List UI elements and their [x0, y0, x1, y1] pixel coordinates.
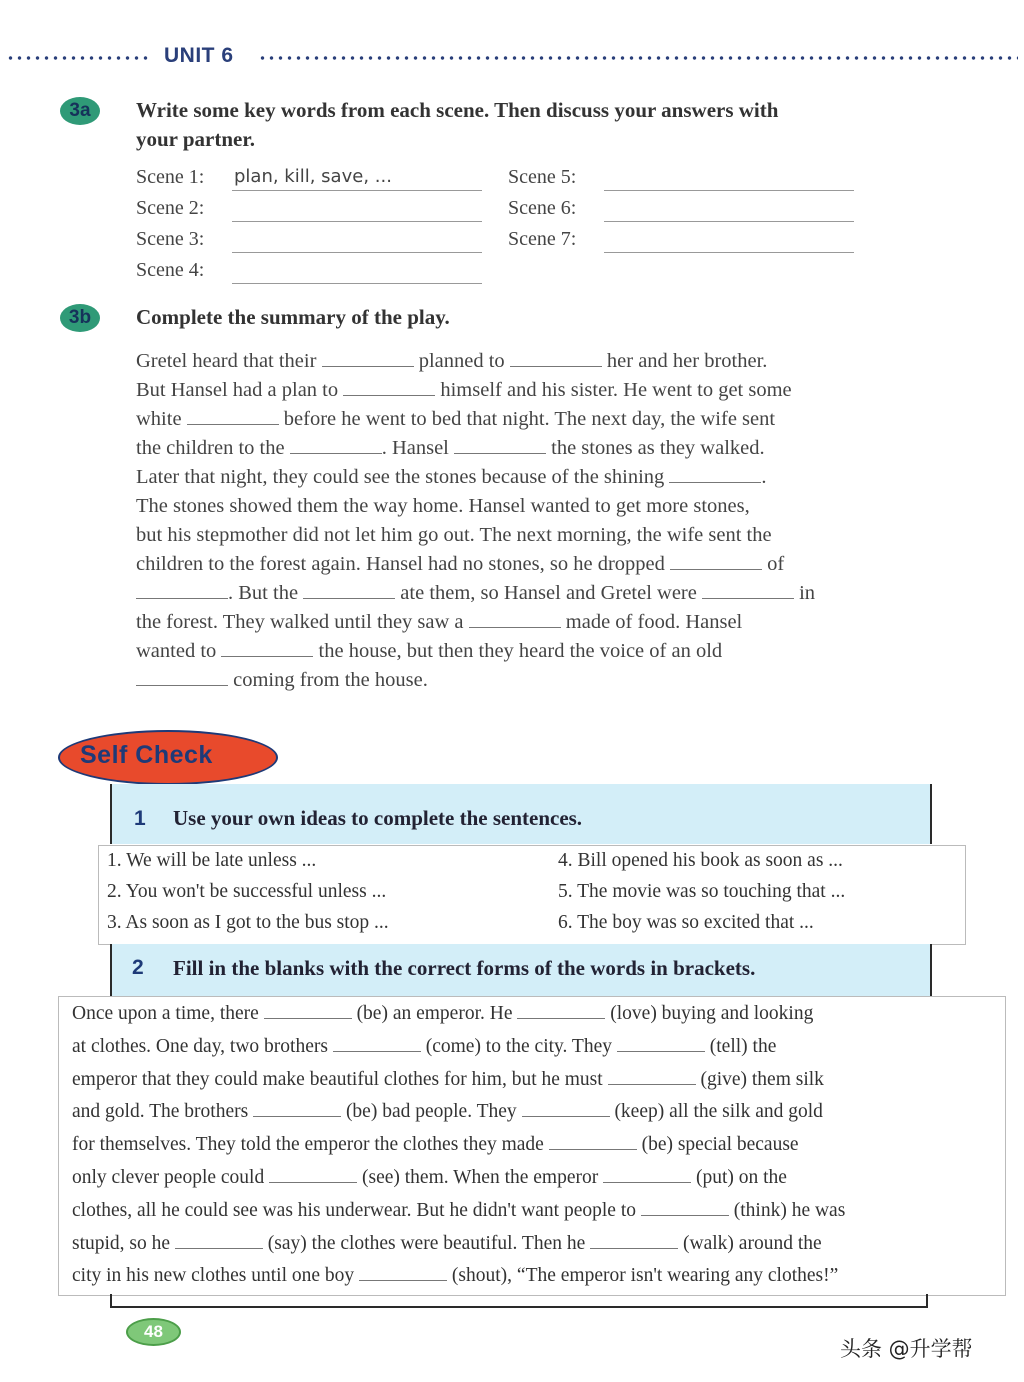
scene-1-answer[interactable]: plan, kill, save, ... [232, 166, 482, 191]
text-segment: stupid, so he [72, 1232, 175, 1254]
text-line [72, 1195, 1002, 1228]
story-blank[interactable] [359, 1263, 447, 1281]
summary-blank[interactable] [702, 580, 794, 599]
text-segment: But Hansel had a plan to [136, 379, 344, 401]
text-segment: (tell) the [704, 1035, 777, 1057]
exercise-3a-instruction [136, 96, 778, 154]
summary-blank[interactable] [670, 551, 762, 570]
scene-6-answer[interactable] [604, 197, 854, 222]
scene-3-answer[interactable] [232, 228, 482, 253]
summary-blank[interactable] [454, 435, 546, 454]
text-segment: (be) an emperor. He [351, 1003, 518, 1024]
scene-5-label: Scene 5: [508, 166, 577, 188]
scene-2-answer[interactable] [232, 197, 482, 222]
story-blank[interactable] [253, 1099, 341, 1117]
text-line [72, 1228, 1002, 1261]
scene-2-label: Scene 2: [136, 197, 205, 219]
text-segment: (say) the clothes were beautiful. Then he [262, 1232, 591, 1254]
text-segment: (be) special because [636, 1134, 799, 1156]
text-line [136, 637, 976, 666]
text-line [136, 463, 976, 492]
watermark: 头条 @升学帮 [840, 1337, 973, 1361]
summary-blank[interactable] [136, 667, 228, 686]
scene-7-label: Scene 7: [508, 228, 577, 250]
text-segment: (keep) all the silk and gold [609, 1101, 823, 1123]
text-line [72, 1031, 1002, 1064]
text-segment: The stones showed them the way home. Hansel wanted to get more stones, [136, 495, 750, 517]
header-dots-left [6, 55, 152, 61]
summary-blank[interactable] [303, 580, 395, 599]
text-segment: himself and his sister. He went to get some [435, 379, 792, 401]
part2-instruction: Fill in the blanks with the correct forms of the words in brackets. [173, 956, 756, 980]
page-number: 48 [126, 1318, 181, 1346]
text-segment: of [762, 553, 785, 575]
text-segment: and gold. The brothers [72, 1101, 254, 1123]
part1-number: 1 [134, 807, 146, 830]
part2-frame-bottom [110, 1294, 928, 1308]
scene-1-label: Scene 1: [136, 166, 205, 188]
story-paragraph [72, 998, 1002, 1293]
text-segment: children to the forest again. Hansel had no stones, so he dropped [136, 553, 671, 575]
text-segment: city in his new clothes until one boy [72, 1265, 360, 1287]
text-segment: ate them, so Hansel and Gretel were [395, 582, 702, 604]
text-segment: (give) them silk [695, 1068, 824, 1090]
part1-item-3: 3. As soon as I got to the bus stop ... [107, 912, 389, 933]
text-line [136, 434, 976, 463]
text-line [72, 1096, 1002, 1129]
text-segment: at clothes. One day, two brothers [72, 1035, 333, 1057]
text-line [136, 579, 976, 608]
summary-blank[interactable] [136, 580, 228, 599]
text-line [136, 666, 976, 695]
scene-6-label: Scene 6: [508, 197, 577, 219]
part1-item-4: 4. Bill opened his book as soon as ... [558, 850, 843, 871]
story-blank[interactable] [333, 1034, 421, 1052]
story-blank[interactable] [264, 1001, 352, 1019]
text-segment: . Hansel [381, 437, 455, 459]
self-check-label: Self Check [80, 741, 213, 769]
text-segment: clothes, all he could see was his underwear. But he didn't want people to [72, 1199, 641, 1221]
text-segment: coming from the house. [228, 669, 428, 691]
text-segment: in [793, 582, 816, 604]
text-segment: (walk) around the [678, 1232, 822, 1254]
text-segment: emperor that they could make beautiful clothes for him, but he must [72, 1068, 608, 1090]
text-segment: only clever people could [72, 1166, 270, 1188]
story-blank[interactable] [522, 1099, 610, 1117]
text-segment: (see) them. When the emperor [357, 1166, 604, 1188]
summary-blank[interactable] [669, 464, 761, 483]
summary-blank[interactable] [510, 348, 602, 367]
text-segment: . [761, 466, 767, 488]
story-blank[interactable] [641, 1198, 729, 1216]
summary-blank[interactable] [469, 609, 561, 628]
text-segment: . But the [228, 582, 304, 604]
part1-item-5: 5. The movie was so touching that ... [558, 881, 846, 902]
text-segment: for themselves. They told the emperor the clothes they made [72, 1134, 549, 1156]
summary-blank[interactable] [187, 406, 279, 425]
summary-blank[interactable] [322, 348, 414, 367]
text-segment: made of food. Hansel [560, 611, 743, 633]
story-blank[interactable] [608, 1067, 696, 1085]
header-dots-right [258, 55, 1018, 61]
part1-item-2: 2. You won't be successful unless ... [107, 881, 387, 902]
text-line [136, 376, 976, 405]
story-blank[interactable] [269, 1165, 357, 1183]
scene-3-label: Scene 3: [136, 228, 205, 250]
text-segment: (think) he was [728, 1199, 846, 1221]
part1-item-6: 6. The boy was so excited that ... [558, 912, 814, 933]
text-segment: (put) on the [691, 1166, 787, 1188]
story-blank[interactable] [590, 1231, 678, 1249]
text-line [136, 521, 976, 550]
story-blank[interactable] [617, 1034, 705, 1052]
text-segment: Once upon a time, there [72, 1003, 264, 1024]
exercise-3b-instruction: Complete the summary of the play. [136, 305, 450, 329]
text-segment: but his stepmother did not let him go out. The next morning, the wife sent the [136, 524, 772, 546]
part1-item-1: 1. We will be late unless ... [107, 850, 317, 871]
text-segment: the forest. They walked until they saw a [136, 611, 469, 633]
story-blank[interactable] [549, 1132, 637, 1150]
text-line [136, 608, 976, 637]
summary-blank[interactable] [221, 638, 313, 657]
text-line [72, 1064, 1002, 1097]
text-segment: wanted to [136, 640, 222, 662]
text-line [72, 1129, 1002, 1162]
unit-title: UNIT 6 [164, 44, 234, 67]
text-segment: planned to [413, 350, 510, 372]
text-line [72, 998, 1002, 1031]
exercise-3a-badge: 3a [60, 97, 100, 125]
text-segment: Later that night, they could see the stones because of the shining [136, 466, 670, 488]
part2-number: 2 [132, 956, 144, 979]
scene-7-answer[interactable] [604, 228, 854, 253]
story-blank[interactable] [175, 1231, 263, 1249]
text-segment: white [136, 408, 187, 430]
part1-instruction: Use your own ideas to complete the sentences. [173, 806, 583, 830]
exercise-3b-badge: 3b [60, 304, 100, 332]
summary-blank[interactable] [290, 435, 382, 454]
scene-4-answer[interactable] [232, 259, 482, 284]
scene-5-answer[interactable] [604, 166, 854, 191]
text-segment: (shout), “The emperor isn't wearing any clothes!” [447, 1265, 839, 1287]
text-line [136, 405, 976, 434]
text-line [136, 347, 976, 376]
text-segment: her and her brother. [601, 350, 768, 372]
scene-4-label: Scene 4: [136, 259, 205, 281]
text-segment: Gretel heard that their [136, 350, 322, 372]
text-line [72, 1162, 1002, 1195]
text-segment: (love) buying and looking [605, 1003, 814, 1024]
text-segment: before he went to bed that night. The next day, the wife sent [278, 408, 776, 430]
story-blank[interactable] [517, 1001, 605, 1019]
text-segment: (be) bad people. They [341, 1101, 522, 1123]
summary-blank[interactable] [343, 377, 435, 396]
text-line [72, 1260, 1002, 1293]
exercise-3a-instruction-line2: your partner. [136, 127, 256, 151]
text-segment: the stones as they walked. [546, 437, 765, 459]
summary-paragraph [136, 347, 976, 695]
text-segment: the children to the [136, 437, 290, 459]
exercise-3a-instruction-line1: Write some key words from each scene. Then discuss your answers with [136, 98, 779, 122]
text-segment: (come) to the city. They [420, 1035, 617, 1057]
story-blank[interactable] [603, 1165, 691, 1183]
text-line [136, 550, 976, 579]
text-line [136, 492, 976, 521]
text-segment: the house, but then they heard the voice of an old [313, 640, 723, 662]
